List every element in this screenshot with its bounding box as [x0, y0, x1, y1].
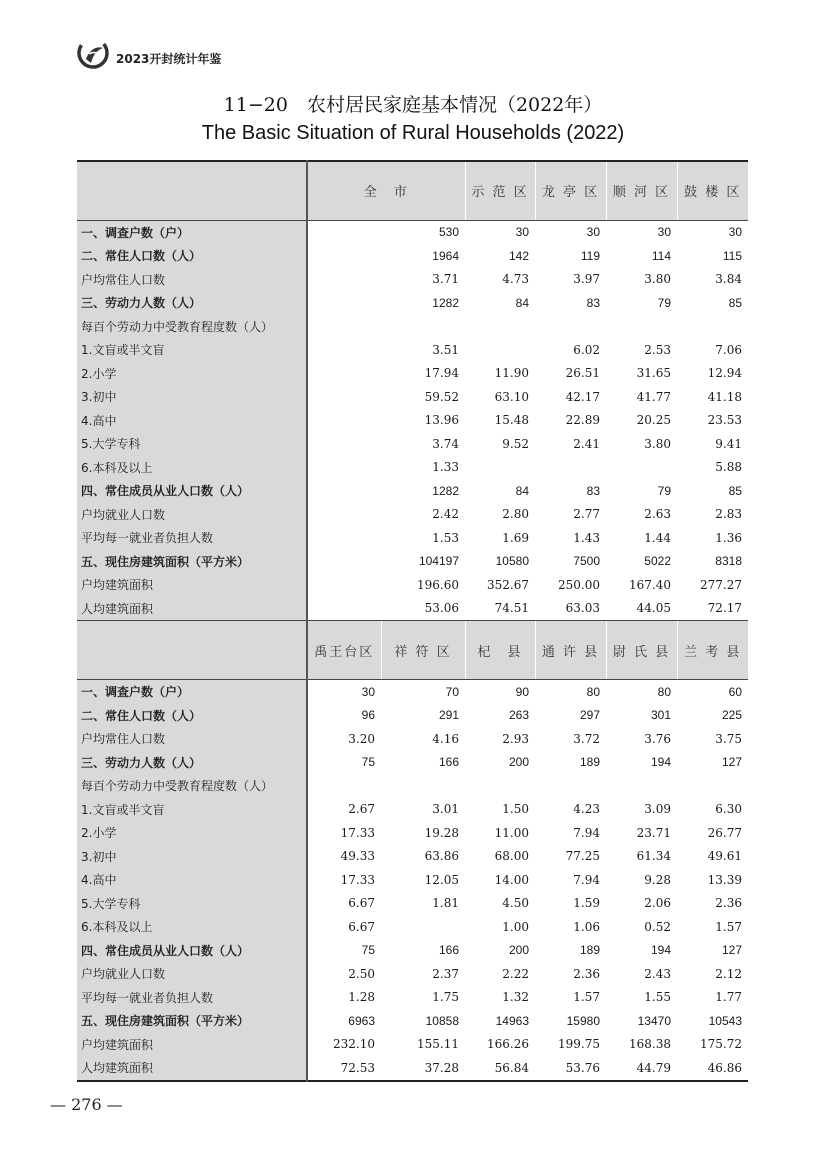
table-cell: 2.80 [502, 507, 529, 522]
table-cell: 127 [721, 943, 742, 958]
table-row [77, 1009, 748, 1033]
row-label: 3.初中 [77, 845, 307, 869]
row-label: 1.文盲或半文盲 [77, 338, 307, 362]
table-cell: 194 [650, 943, 671, 958]
table-cell [307, 315, 465, 339]
table-cell: 1.81 [432, 896, 459, 911]
table-cell: 166 [438, 755, 459, 770]
table-cell: 83 [586, 483, 600, 498]
table-cell: 7.06 [715, 342, 742, 357]
table-cell: 9.28 [644, 872, 671, 887]
table-cell: 83 [586, 295, 600, 310]
column-header: 禹王台区 [307, 621, 381, 680]
row-label: 每百个劳动力中受教育程度数（人） [77, 315, 307, 339]
table-cell: 2.83 [715, 507, 742, 522]
table-cell: 2.53 [644, 342, 671, 357]
table-cell: 2.67 [348, 802, 375, 817]
table-cell: 96 [361, 708, 375, 723]
table-cell: 90 [515, 684, 529, 699]
table-cell: 63.86 [424, 849, 459, 864]
table-cell: 37.28 [424, 1060, 459, 1075]
table-cell [677, 774, 748, 798]
table-row [77, 268, 748, 292]
table-cell: 44.05 [636, 601, 671, 616]
row-label: 二、常住人口数（人） [77, 244, 307, 268]
table-row [77, 680, 748, 704]
table-cell: 84 [515, 295, 529, 310]
table-cell: 49.61 [707, 849, 742, 864]
table-cell: 5022 [644, 554, 671, 569]
table-cell [606, 456, 677, 480]
stats-table-part-2 [77, 620, 748, 1082]
row-label: 人均建筑面积 [77, 597, 307, 621]
table-row [77, 915, 748, 939]
table-cell: 2.93 [502, 731, 529, 746]
table-cell: 2.50 [348, 966, 375, 981]
table-cell: 49.33 [340, 849, 375, 864]
table-row [77, 362, 748, 386]
table-row [77, 291, 748, 315]
row-label: 1.文盲或半文盲 [77, 798, 307, 822]
table-cell: 4.23 [573, 802, 600, 817]
table-cell: 75 [361, 755, 375, 770]
row-label: 户均就业人口数 [77, 962, 307, 986]
table-cell: 291 [438, 708, 459, 723]
table-cell: 31.65 [636, 366, 671, 381]
table-row [77, 526, 748, 550]
table-cell: 26.51 [565, 366, 600, 381]
running-header-text: 2023开封统计年鉴 [116, 52, 222, 66]
table-cell: 104197 [418, 554, 459, 569]
table-cell: 15980 [566, 1013, 600, 1028]
table-cell: 11.00 [494, 825, 529, 840]
table-cell: 6.67 [348, 919, 375, 934]
table-cell: 1.75 [432, 990, 459, 1005]
table-cell: 1.55 [644, 990, 671, 1005]
table-cell: 2.42 [432, 507, 459, 522]
table-cell: 3.74 [432, 436, 459, 451]
table-cell: 1.44 [644, 530, 671, 545]
table-cell: 2.06 [644, 896, 671, 911]
table-row [77, 244, 748, 268]
table-cell: 1.43 [573, 530, 600, 545]
table-cell: 9.52 [502, 436, 529, 451]
table-cell: 17.33 [340, 825, 375, 840]
table-cell: 44.79 [636, 1060, 671, 1075]
table-cell: 63.03 [565, 601, 600, 616]
table-cell: 14.00 [494, 872, 529, 887]
table-cell: 127 [721, 755, 742, 770]
column-header: 杞 县 [465, 621, 535, 680]
table-cell: 61.34 [636, 849, 671, 864]
table-cell: 10580 [495, 554, 529, 569]
table-row [77, 338, 748, 362]
row-label: 6.本科及以上 [77, 456, 307, 480]
table-row [77, 751, 748, 775]
table-cell: 142 [508, 248, 529, 263]
table-cell: 9.41 [715, 436, 742, 451]
table-cell: 189 [579, 755, 600, 770]
table-row [77, 479, 748, 503]
table-cell: 3.80 [644, 436, 671, 451]
table-cell: 10858 [425, 1013, 459, 1028]
table-cell: 3.84 [715, 272, 742, 287]
table-cell: 23.53 [707, 413, 742, 428]
table-cell: 3.97 [573, 272, 600, 287]
table-cell: 23.71 [636, 825, 671, 840]
table-cell: 80 [586, 684, 600, 699]
table-cell: 200 [508, 943, 529, 958]
table-cell: 225 [721, 708, 742, 723]
table-cell: 7.94 [573, 825, 600, 840]
table-cell: 22.89 [565, 413, 600, 428]
table-cell [606, 315, 677, 339]
table-row [77, 315, 748, 339]
table-cell: 41.77 [636, 389, 671, 404]
row-label: 3.初中 [77, 385, 307, 409]
table-cell: 1.00 [502, 919, 529, 934]
row-label: 五、现住房建筑面积（平方米） [77, 550, 307, 574]
table-cell: 297 [579, 708, 600, 723]
table-cell: 6.02 [573, 342, 600, 357]
column-header: 兰 考 县 [677, 621, 748, 680]
table-cell: 166.26 [487, 1037, 529, 1052]
row-label: 人均建筑面积 [77, 1056, 307, 1081]
table-cell [465, 456, 535, 480]
table-cell: 250.00 [558, 577, 600, 592]
row-label: 五、现住房建筑面积（平方米） [77, 1009, 307, 1033]
table-row [77, 432, 748, 456]
table-cell: 1.77 [715, 990, 742, 1005]
column-header: 鼓 楼 区 [677, 161, 748, 220]
table-cell: 46.86 [707, 1060, 742, 1075]
table-cell: 30 [657, 225, 671, 240]
table-cell: 114 [651, 248, 671, 263]
table-cell: 189 [579, 943, 600, 958]
table-cell: 277.27 [700, 577, 742, 592]
table-cell: 13470 [637, 1013, 671, 1028]
table-cell: 30 [586, 225, 600, 240]
table-cell: 80 [657, 684, 671, 699]
table-row [77, 456, 748, 480]
table-cell [465, 315, 535, 339]
table-cell: 17.94 [424, 366, 459, 381]
row-label: 平均每一就业者负担人数 [77, 526, 307, 550]
table-cell: 6963 [348, 1013, 375, 1028]
table-cell: 26.77 [707, 825, 742, 840]
table-row [77, 573, 748, 597]
table-title-english: The Basic Situation of Rural Households (2022) [201, 122, 625, 144]
table-cell: 56.84 [494, 1060, 529, 1075]
table-cell [381, 915, 465, 939]
table-cell: 6.67 [348, 896, 375, 911]
table-cell: 63.10 [494, 389, 529, 404]
row-label: 四、常住成员从业人口数（人） [77, 479, 307, 503]
table-row [77, 892, 748, 916]
row-label: 2.小学 [77, 362, 307, 386]
table-cell: 12.94 [707, 366, 742, 381]
table-cell: 2.63 [644, 507, 671, 522]
column-header: 示 范 区 [465, 161, 535, 220]
yearbook-logo-icon [76, 36, 110, 70]
row-label: 2.小学 [77, 821, 307, 845]
table-cell: 53.76 [565, 1060, 600, 1075]
table-cell: 2.22 [502, 966, 529, 981]
table-cell: 1.57 [715, 919, 742, 934]
table-cell: 4.16 [432, 731, 459, 746]
table-cell: 17.33 [340, 872, 375, 887]
table-cell: 232.10 [333, 1037, 375, 1052]
table-row [77, 774, 748, 798]
table-cell: 41.18 [707, 389, 742, 404]
table-cell: 15.48 [494, 413, 529, 428]
table-header-row [77, 161, 748, 220]
table-cell: 2.36 [715, 896, 742, 911]
table-cell: 7.94 [573, 872, 600, 887]
table-cell: 530 [438, 225, 459, 240]
table-cell: 85 [728, 295, 742, 310]
table-cell: 6.30 [715, 802, 742, 817]
table-row [77, 550, 748, 574]
table-cell: 70 [445, 684, 459, 699]
table-row [77, 409, 748, 433]
table-cell: 1.69 [502, 530, 529, 545]
table-cell: 72.53 [340, 1060, 375, 1075]
table-cell: 119 [580, 248, 600, 263]
table-cell: 1.57 [573, 990, 600, 1005]
table-cell: 2.41 [573, 436, 600, 451]
table-cell: 30 [515, 225, 529, 240]
table-cell: 85 [728, 483, 742, 498]
table-cell: 60 [728, 684, 742, 699]
table-row [77, 385, 748, 409]
table-cell: 0.52 [644, 919, 671, 934]
table-cell: 263 [508, 708, 529, 723]
table-row [77, 704, 748, 728]
table-cell: 5.88 [715, 460, 742, 475]
table-cell: 4.50 [502, 896, 529, 911]
table-row [77, 868, 748, 892]
table-cell: 155.11 [417, 1037, 459, 1052]
table-row [77, 503, 748, 527]
table-cell [465, 338, 535, 362]
row-label: 5.大学专科 [77, 432, 307, 456]
table-cell: 79 [657, 483, 671, 498]
table-cell: 4.73 [502, 272, 529, 287]
table-cell: 68.00 [494, 849, 529, 864]
stats-table-part-1 [77, 160, 748, 620]
row-label: 一、调查户数（户） [77, 220, 307, 244]
table-cell: 1.50 [502, 802, 529, 817]
row-label: 一、调查户数（户） [77, 680, 307, 704]
column-header: 全 市 [307, 161, 465, 220]
table-cell: 3.09 [644, 802, 671, 817]
table-cell: 12.05 [424, 872, 459, 887]
table-cell: 20.25 [636, 413, 671, 428]
table-cell: 77.25 [565, 849, 600, 864]
row-label: 4.高中 [77, 868, 307, 892]
row-label: 户均建筑面积 [77, 1033, 307, 1057]
column-header: 尉 氏 县 [606, 621, 677, 680]
column-header: 通 许 县 [535, 621, 606, 680]
table-row [77, 962, 748, 986]
table-cell: 53.06 [424, 601, 459, 616]
table-cell: 1.36 [715, 530, 742, 545]
header-corner [77, 161, 307, 220]
row-label: 三、劳动力人数（人） [77, 291, 307, 315]
table-cell [381, 774, 465, 798]
table-cell: 1.59 [573, 896, 600, 911]
table-cell [677, 315, 748, 339]
table-cell: 8318 [715, 554, 742, 569]
table-cell [307, 774, 381, 798]
table-cell: 3.01 [432, 802, 459, 817]
header-corner [77, 621, 307, 680]
row-label: 6.本科及以上 [77, 915, 307, 939]
table-title-chinese: 11−20 农村居民家庭基本情况（2022年） [223, 94, 603, 116]
row-label: 三、劳动力人数（人） [77, 751, 307, 775]
table-cell: 3.20 [348, 731, 375, 746]
table-cell [535, 456, 606, 480]
table-cell: 75 [361, 943, 375, 958]
table-cell: 1.53 [432, 530, 459, 545]
table-cell: 3.75 [715, 731, 742, 746]
table-cell: 175.72 [700, 1037, 742, 1052]
table-cell: 3.72 [573, 731, 600, 746]
row-label: 4.高中 [77, 409, 307, 433]
table-cell: 7500 [573, 554, 600, 569]
column-header: 顺 河 区 [606, 161, 677, 220]
table-row [77, 597, 748, 621]
table-cell: 3.71 [432, 272, 459, 287]
table-cell: 84 [515, 483, 529, 498]
column-header: 龙 亭 区 [535, 161, 606, 220]
table-cell: 199.75 [558, 1037, 600, 1052]
table-cell [535, 774, 606, 798]
table-cell: 74.51 [494, 601, 529, 616]
row-label: 5.大学专科 [77, 892, 307, 916]
table-cell: 1282 [432, 295, 459, 310]
table-cell: 200 [508, 755, 529, 770]
table-cell: 79 [657, 295, 671, 310]
table-cell: 167.40 [629, 577, 671, 592]
table-cell: 1964 [432, 248, 459, 263]
table-header-row [77, 621, 748, 680]
table-cell: 196.60 [417, 577, 459, 592]
row-label: 每百个劳动力中受教育程度数（人） [77, 774, 307, 798]
table-cell: 166 [438, 943, 459, 958]
table-cell: 1.06 [573, 919, 600, 934]
table-cell [606, 774, 677, 798]
table-cell: 19.28 [424, 825, 459, 840]
table-cell: 1282 [432, 483, 459, 498]
table-cell: 2.77 [573, 507, 600, 522]
table-cell: 14963 [495, 1013, 529, 1028]
table-cell: 11.90 [494, 366, 529, 381]
row-label: 二、常住人口数（人） [77, 704, 307, 728]
table-row [77, 1056, 748, 1081]
table-cell: 3.51 [432, 342, 459, 357]
row-label: 户均就业人口数 [77, 503, 307, 527]
table-row [77, 798, 748, 822]
table-cell: 115 [722, 248, 742, 263]
table-row [77, 220, 748, 244]
table-cell: 194 [650, 755, 671, 770]
table-cell: 352.67 [487, 577, 529, 592]
table-cell: 301 [650, 708, 671, 723]
table-cell: 72.17 [707, 601, 742, 616]
table-cell: 2.43 [644, 966, 671, 981]
table-cell: 10543 [708, 1013, 742, 1028]
table-cell: 2.12 [715, 966, 742, 981]
table-cell: 42.17 [565, 389, 600, 404]
row-label: 平均每一就业者负担人数 [77, 986, 307, 1010]
table-row [77, 821, 748, 845]
table-cell [535, 315, 606, 339]
table-cell: 30 [728, 225, 742, 240]
table-cell: 2.36 [573, 966, 600, 981]
table-cell: 1.33 [432, 460, 459, 475]
table-cell: 1.32 [502, 990, 529, 1005]
table-cell: 30 [361, 684, 375, 699]
table-row [77, 939, 748, 963]
row-label: 户均常住人口数 [77, 727, 307, 751]
table-row [77, 986, 748, 1010]
table-cell: 59.52 [424, 389, 459, 404]
table-row [77, 727, 748, 751]
table-row [77, 845, 748, 869]
table-row [77, 1033, 748, 1057]
table-cell: 13.39 [707, 872, 742, 887]
table-cell [465, 774, 535, 798]
column-header: 祥 符 区 [381, 621, 465, 680]
row-label: 户均建筑面积 [77, 573, 307, 597]
row-label: 户均常住人口数 [77, 268, 307, 292]
page-number: — 276 — [50, 1095, 123, 1114]
table-cell: 3.80 [644, 272, 671, 287]
table-cell: 3.76 [644, 731, 671, 746]
table-cell: 13.96 [424, 413, 459, 428]
table-cell: 168.38 [629, 1037, 671, 1052]
table-cell: 1.28 [348, 990, 375, 1005]
row-label: 四、常住成员从业人口数（人） [77, 939, 307, 963]
table-cell: 2.37 [432, 966, 459, 981]
